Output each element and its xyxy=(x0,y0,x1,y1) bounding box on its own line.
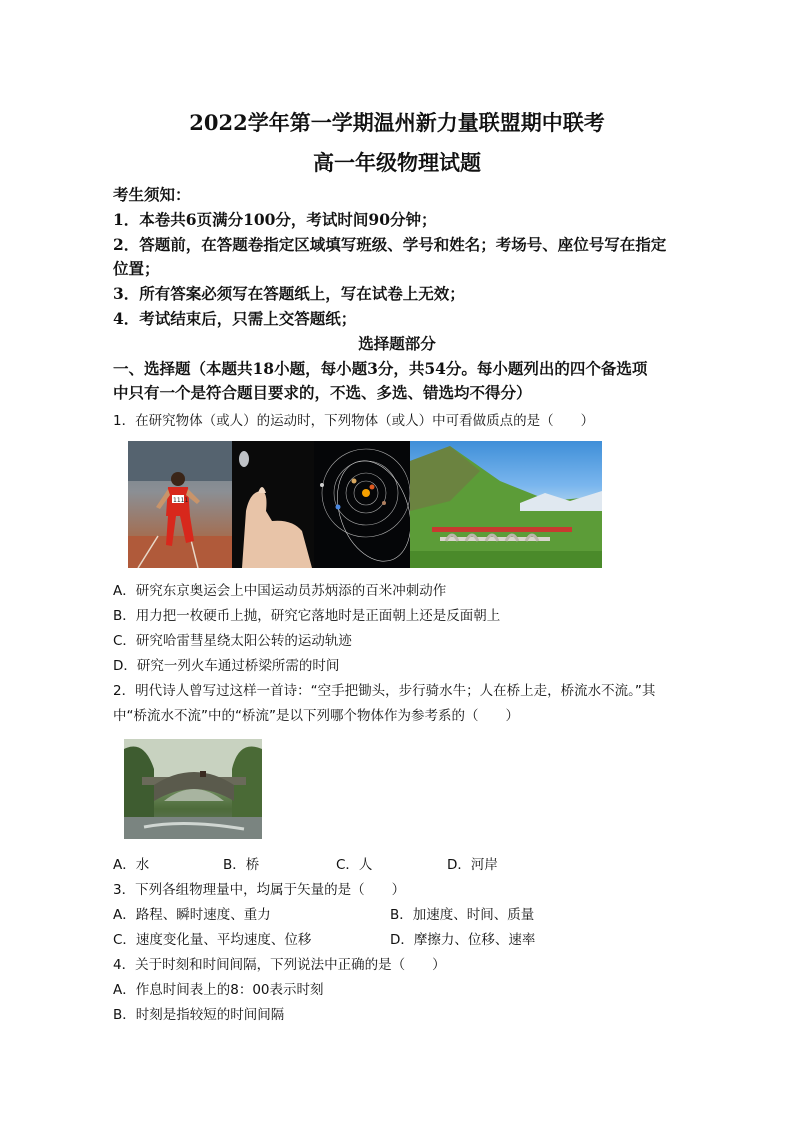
coin-toss-photo xyxy=(232,441,314,568)
question-4-stem: 4．关于时刻和时间间隔，下列说法中正确的是（ ） xyxy=(113,957,446,973)
question-3-option-b: B．加速度、时间、质量 xyxy=(390,907,535,923)
question-4-option-b: B．时刻是指较短的时间间隔 xyxy=(113,1007,285,1023)
notice-item-3: 3．所有答案必须写在答题纸上，写在试卷上无效； xyxy=(113,284,465,303)
notice-item-4: 4．考试结束后，只需上交答题纸； xyxy=(113,309,357,328)
question-1-option-c: C．研究哈雷彗星绕太阳公转的运动轨迹 xyxy=(113,633,352,649)
runner-bib-number: 1111 xyxy=(173,497,189,504)
exam-subtitle: 高一年级物理试题 xyxy=(313,150,481,175)
question-2-option-d: D．河岸 xyxy=(447,857,498,873)
stone-bridge-photo xyxy=(124,739,262,839)
question-2-option-a: A．水 xyxy=(113,857,150,873)
question-2-stem-line1: 2．明代诗人曾写过这样一首诗：“空手把锄头，步行骑水牛；人在桥上走，桥流水不流。”其 xyxy=(113,683,656,699)
question-3-stem: 3．下列各组物理量中，均属于矢量的是（ ） xyxy=(113,882,406,898)
question-1-option-b: B．用力把一枚硬币上抛，研究它落地时是正面朝上还是反面朝上 xyxy=(113,608,501,624)
sprinter-photo xyxy=(128,441,232,568)
comet-orbit-diagram xyxy=(314,441,410,568)
notice-item-2: 2．答题前，在答题卷指定区域填写班级、学号和姓名；考场号、座位号写在指定 xyxy=(113,235,667,254)
notice-item-1: 1．本卷共6页满分100分，考试时间90分钟； xyxy=(113,210,437,229)
question-2-stem-line2: 中“桥流水不流”中的“桥流”是以下列哪个物体作为参考系的（ ） xyxy=(113,708,519,724)
question-1-option-a: A．研究东京奥运会上中国运动员苏炳添的百米冲刺动作 xyxy=(113,583,447,599)
question-1-stem: 1．在研究物体（或人）的运动时，下列物体（或人）中可看做质点的是（ ） xyxy=(113,413,595,429)
question-2-option-b: B．桥 xyxy=(223,857,260,873)
question-4-option-a: A．作息时间表上的8：00表示时刻 xyxy=(113,982,324,998)
question-3-option-d: D．摩擦力、位移、速率 xyxy=(390,932,536,948)
notice-heading: 考生须知： xyxy=(113,185,191,204)
section-intro-line1: 一、选择题（本题共18小题，每小题3分，共54分。每小题列出的四个备选项 xyxy=(113,359,648,378)
question-3-option-a: A．路程、瞬时速度、重力 xyxy=(113,907,271,923)
section-title: 选择题部分 xyxy=(358,334,436,353)
question-1-option-d: D．研究一列火车通过桥梁所需的时间 xyxy=(113,658,340,674)
section-intro-line2: 中只有一个是符合题目要求的，不选、多选、错选均不得分） xyxy=(113,383,532,402)
question-2-option-c: C．人 xyxy=(336,857,373,873)
question-3-option-c: C．速度变化量、平均速度、位移 xyxy=(113,932,312,948)
exam-title: 2022学年第一学期温州新力量联盟期中联考 xyxy=(189,110,605,135)
train-bridge-photo xyxy=(410,441,602,568)
question-1-image-strip xyxy=(128,441,602,568)
notice-item-2-cont: 位置； xyxy=(113,259,160,278)
